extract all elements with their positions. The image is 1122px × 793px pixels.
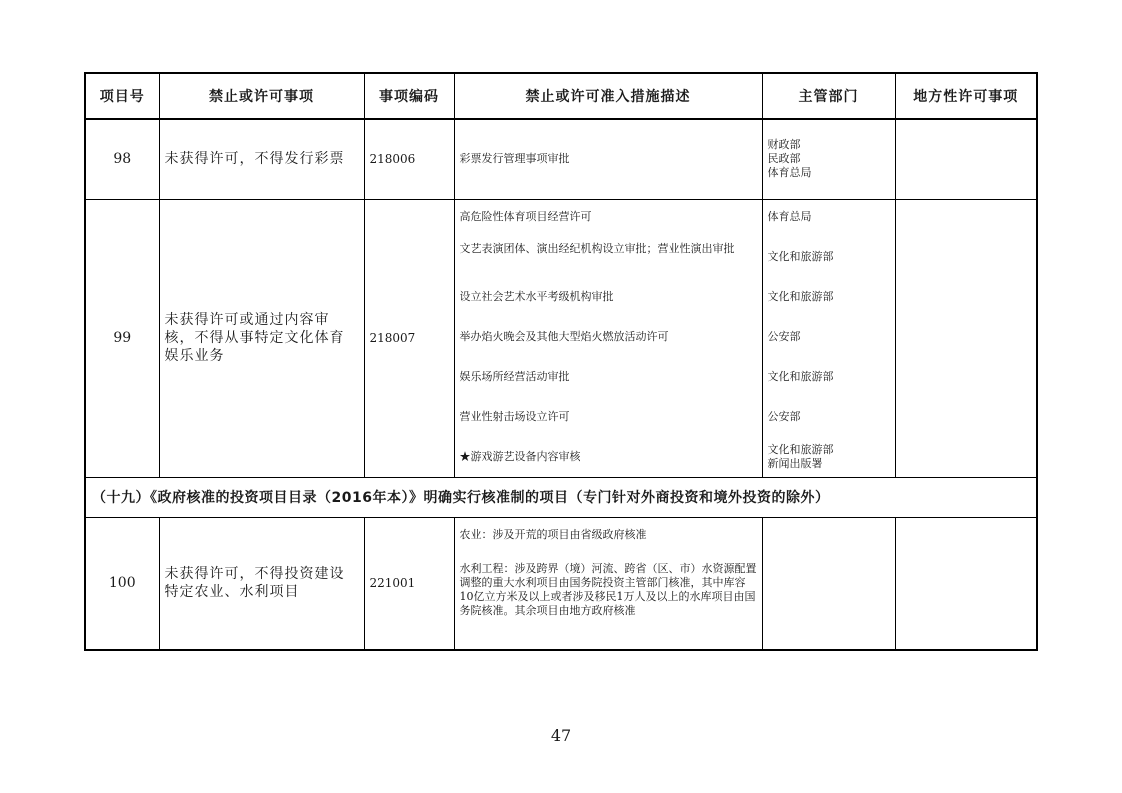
measure-item: 娱乐场所经营活动审批 [459,369,570,383]
measure-item: 设立社会艺术水平考级机构审批 [459,289,614,303]
dept-item: 文化和旅游部 [767,369,834,383]
header-dept: 主管部门 [762,73,895,119]
row-code: 221001 [364,517,454,650]
measure-item: ★游戏游艺设备内容审核 [459,449,581,463]
page-number: 47 [550,726,572,745]
table-row [85,199,1037,477]
row-measure-list [454,517,762,650]
table-row [85,119,1037,199]
row-code: 218007 [364,199,454,477]
row-item: 未获得许可，不得投资建设特定农业、水利项目 [159,517,364,650]
measure-item: 水利工程：涉及跨界（境）河流、跨省（区、市）水资源配置调整的重大水利项目由国务院投资主管部门核准，其中库容10亿立方米及以上或者涉及移民1万人及以上的水库项目由国务院核准。其余项目由地方政府核准 [459,561,757,617]
row-no: 99 [85,199,159,477]
row-local [895,199,1037,477]
row-local [895,119,1037,199]
section-row [85,477,1037,517]
dept-item: 公安部 [767,409,801,423]
row-no: 100 [85,517,159,650]
row-measure-list [454,199,762,477]
header-local: 地方性许可事项 [895,73,1037,119]
measure-item: 高危险性体育项目经营许可 [459,209,592,223]
table-header-row [85,73,1037,119]
measure-item: 文艺表演团体、演出经纪机构设立审批；营业性演出审批 [459,241,735,255]
dept-item: 文化和旅游部 [767,289,834,303]
measure-item: 举办焰火晚会及其他大型焰火燃放活动许可 [459,329,669,343]
section-title: （十九）《政府核准的投资项目目录（2016年本）》明确实行核准制的项目（专门针对外商投资和境外投资的除外） [85,477,1037,517]
header-item: 禁止或许可事项 [159,73,364,119]
table-row [85,517,1037,650]
row-measure: 彩票发行管理事项审批 [454,119,762,199]
row-code: 218006 [364,119,454,199]
row-local [895,517,1037,650]
measure-item: 营业性射击场设立许可 [459,409,570,423]
header-item-no: 项目号 [85,73,159,119]
measure-item: 农业：涉及开荒的项目由省级政府核准 [459,527,647,541]
dept-item: 公安部 [767,329,801,343]
permit-table [84,72,1038,651]
header-code: 事项编码 [364,73,454,119]
dept-item: 文化和旅游部 新闻出版署 [767,442,834,470]
row-item: 未获得许可，不得发行彩票 [159,119,364,199]
row-dept-list [762,199,895,477]
row-dept: 财政部 民政部 体育总局 [762,119,895,199]
dept-item: 文化和旅游部 [767,249,834,263]
row-no: 98 [85,119,159,199]
header-measure: 禁止或许可准入措施描述 [454,73,762,119]
row-dept [762,517,895,650]
dept-item: 体育总局 [767,209,812,223]
row-item: 未获得许可或通过内容审核，不得从事特定文化体育娱乐业务 [159,199,364,477]
